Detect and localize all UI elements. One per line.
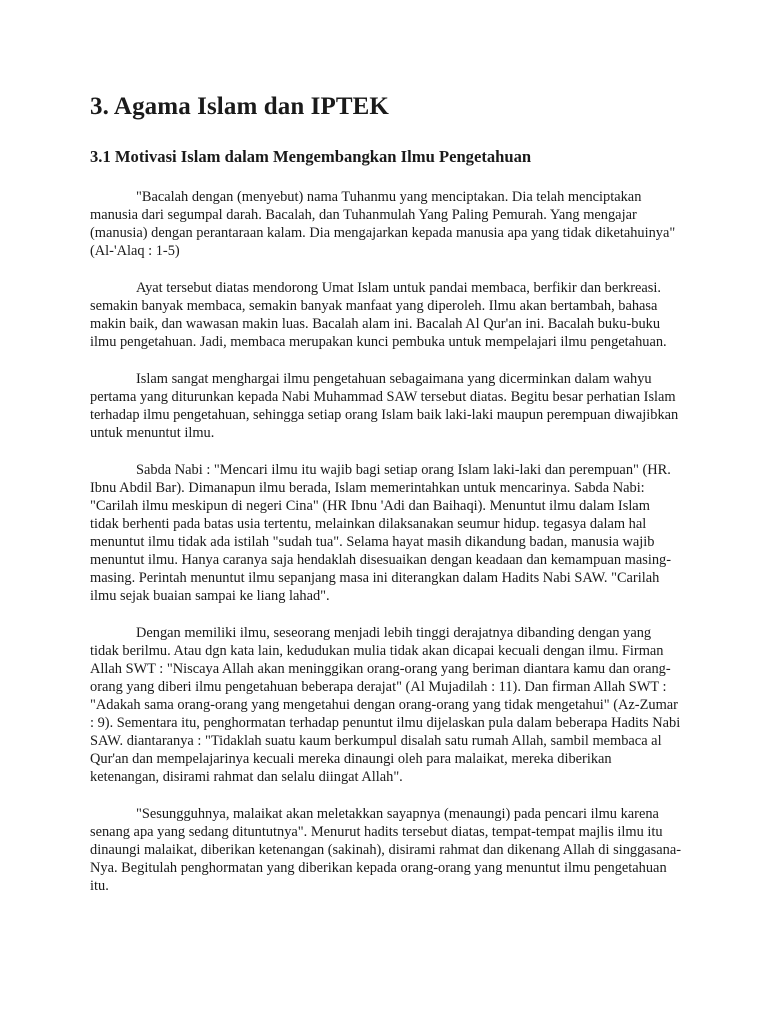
paragraph-angels-wings: "Sesungguhnya, malaikat akan meletakkan sayapnya (menaungi) pada pencari ilmu karena senang apa yang sedang dituntutnya". Menurut hadits tersebut diatas, tempat-tempat majlis ilmu itu dinaungi malaikat, diberikan ketenangan (sakinah), disirami rahmat dan dikenang Allah di singgasana-Nya. Begitulah penghormatan yang diberikan kepada orang-orang yang menuntut ilmu pengetahuan itu. [90, 806, 682, 894]
document-page [90, 92, 682, 914]
paragraph-reading-motivation: Ayat tersebut diatas mendorong Umat Islam untuk pandai membaca, berfikir dan berkreasi. semakin banyak membaca, semakin banyak manfaat yang diperoleh. Ilmu akan bertambah, bahasa makin baik, dan wawasan makin luas. Bacalah alam ini. Bacalah Al Qur'an ini. Bacalah buku-buku ilmu pengetahuan. Jadi, membaca merupakan kunci pembuka untuk mempelajari ilmu pengetahuan. [90, 280, 667, 350]
paragraph-prophet-sayings: Sabda Nabi : "Mencari ilmu itu wajib bagi setiap orang Islam laki-laki dan perempuan" (HR. Ibnu Abdil Bar). Dimanapun ilmu berada, Islam memerintahkan untuk mencarinya. Sabda Nabi: "Carilah ilmu meskipun di negeri Cina" (HR Ibnu 'Adi dan Baihaqi). Menuntut ilmu dalam Islam tidak berhenti pada batas usia tertentu, melainkan dilaksanakan seumur hidup. tegasya dalam hal menuntut ilmu tidak ada istilah "sudah tua". Selama hayat masih dikandung badan, manusia wajib menuntut ilmu. Hanya caranya saja hendaklah disesuaikan dengan keadaan dan kemampuan masing-masing. Perintah menuntut ilmu sepanjang masa ini diterangkan dalam Hadits Nabi SAW. "Carilah ilmu sejak buaian sampai ke liang lahad". [90, 462, 672, 604]
document-title: 3. Agama Islam dan IPTEK [90, 93, 389, 120]
paragraph-quran-verse: "Bacalah dengan (menyebut) nama Tuhanmu yang menciptakan. Dia telah menciptakan manusia dari segumpal darah. Bacalah, dan Tuhanmulah Yang Paling Pemurah. Yang mengajar (manusia) dengan perantaraan kalam. Dia mengajarkan kepada manusia apa yang tidak diketahuinya" (Al-'Alaq : 1-5) [90, 189, 676, 259]
paragraph-islam-values-knowledge: Islam sangat menghargai ilmu pengetahuan sebagaimana yang dicerminkan dalam wahyu pertama yang diturunkan kepada Nabi Muhammad SAW tersebut diatas. Begitu besar perhatian Islam terhadap ilmu pengetahuan, sehingga setiap orang Islam baik laki-laki maupun perempuan diwajibkan untuk menuntut ilmu. [90, 371, 679, 441]
paragraph-knowledge-status: Dengan memiliki ilmu, seseorang menjadi lebih tinggi derajatnya dibanding dengan yang tidak berilmu. Atau dgn kata lain, kedudukan mulia tidak akan dicapai kecuali dengan ilmu. Firman Allah SWT : "Niscaya Allah akan meninggikan orang-orang yang beriman diantara kamu dan orang-orang yang diberi ilmu pengetahuan beberapa derajat" (Al Mujadilah : 11). Dan firman Allah SWT : "Adakah sama orang-orang yang mengetahui dengan orang-orang yang tidak mengetahui" (Az-Zumar : 9). Sementara itu, penghormatan terhadap penuntut ilmu dijelaskan pula dalam beberapa Hadits Nabi SAW. diantaranya : "Tidaklah suatu kaum berkumpul disalah satu rumah Allah, sambil membaca al Qur'an dan mempelajarinya kecuali mereka dinaungi oleh para malaikat, mereka diberikan ketenangan, disirami rahmat dan selalu diingat Allah". [90, 625, 681, 785]
section-heading: 3.1 Motivasi Islam dalam Mengembangkan Ilmu Pengetahuan [90, 147, 532, 166]
